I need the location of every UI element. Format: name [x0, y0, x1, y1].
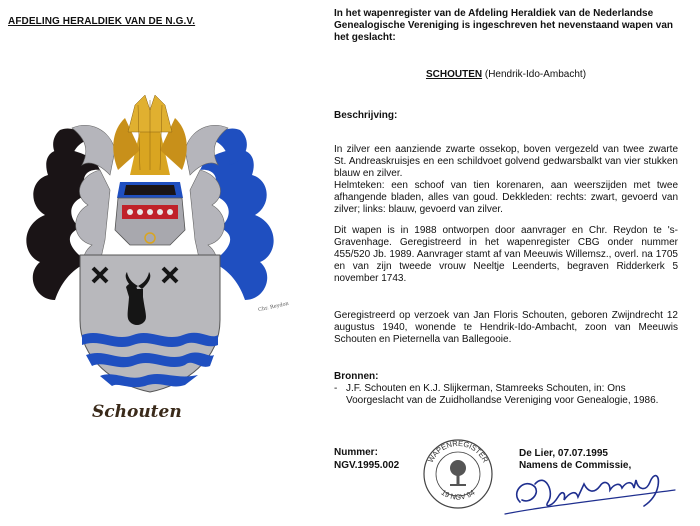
stamp-top-text: WAPENREGISTER — [425, 438, 491, 465]
description-heading: Beschrijving: — [334, 110, 398, 121]
family-name: SCHOUTEN — [425, 69, 483, 80]
helmet — [115, 198, 185, 245]
tree-icon — [450, 460, 466, 486]
arms-caption: Schouten — [92, 402, 182, 422]
wheat-sheaf-crest — [113, 95, 186, 175]
signature — [500, 462, 690, 522]
source-text: J.F. Schouten en K.J. Slijkerman, Stamreeks Schouten, in: Ons Voorgeslacht van de Zuidhollandse Vereniging voor Genealogie, 1986. — [346, 383, 659, 406]
number-label: Nummer: — [334, 447, 378, 458]
department-header: AFDELING HERALDIEK VAN DE N.G.V. — [8, 16, 196, 27]
artist-mark: Chr. Reydon — [257, 300, 290, 314]
family-place: (Hendrik-Ido-Ambacht) — [484, 69, 587, 80]
register-stamp — [418, 432, 498, 512]
crest-text: Helmteken: een schoof van tien korenaren, aan weerszijden met twee afhangende bladen, alles van goud. Dekkleden: rechts: zwart, gevoerd van zilver; links: blauw, gevoerd van zilver. — [334, 180, 678, 215]
origin-paragraph: Dit wapen is in 1988 ontworpen door aanvrager en Chr. Reydon te 's-Gravenhage. Geregistreerd in het wapenregister CBG onder nummer 455/520 Jb. 1989. Aanvrager stamt af van Meeuwis Willemsz., overl. na 1705 en van zijn tweede vrouw Neeltje Leenderts, begraven Ridderkerk 5 november 1743. — [334, 225, 678, 284]
register-intro: In het wapenregister van de Afdeling Heraldiek van de Nederlandse Genealogische Vereniging is ingeschreven het nevenstaand wapen van het geslacht: — [334, 8, 674, 43]
place-date: De Lier, 07.07.1995 — [519, 448, 608, 459]
family-title — [334, 69, 678, 80]
shield — [80, 255, 220, 392]
stamp-bottom-text: 19 NGV 94 — [439, 487, 477, 502]
coat-of-arms-illustration — [0, 0, 330, 400]
source-item: - J.F. Schouten en K.J. Slijkerman, Stamreeks Schouten, in: Ons Voorgeslacht van de Zuidhollandse Vereniging voor Genealogie, 1986. — [334, 383, 678, 407]
number-value: NGV.1995.002 — [334, 460, 400, 471]
sources-heading: Bronnen: — [334, 371, 379, 382]
blazon-paragraph — [334, 144, 678, 216]
on-behalf-of-commission: Namens de Commissie, — [519, 460, 632, 471]
blazon-text: In zilver een aanziende zwarte ossekop, boven vergezeld van twee zwarte St. Andreaskruisjes en een schildvoet golvend gedwarsbalkt van vier stukken blauw en zilver. — [334, 144, 678, 179]
svg-text:19 NGV 94 — [440, 488, 477, 502]
registration-paragraph: Geregistreerd op verzoek van Jan Floris Schouten, geboren Zwijndrecht 12 augustus 1940, wonende te Hendrik-Ido-Ambacht, zoon van Meeuwis Schouten en Pieternella van Ballegooie. — [334, 310, 678, 345]
